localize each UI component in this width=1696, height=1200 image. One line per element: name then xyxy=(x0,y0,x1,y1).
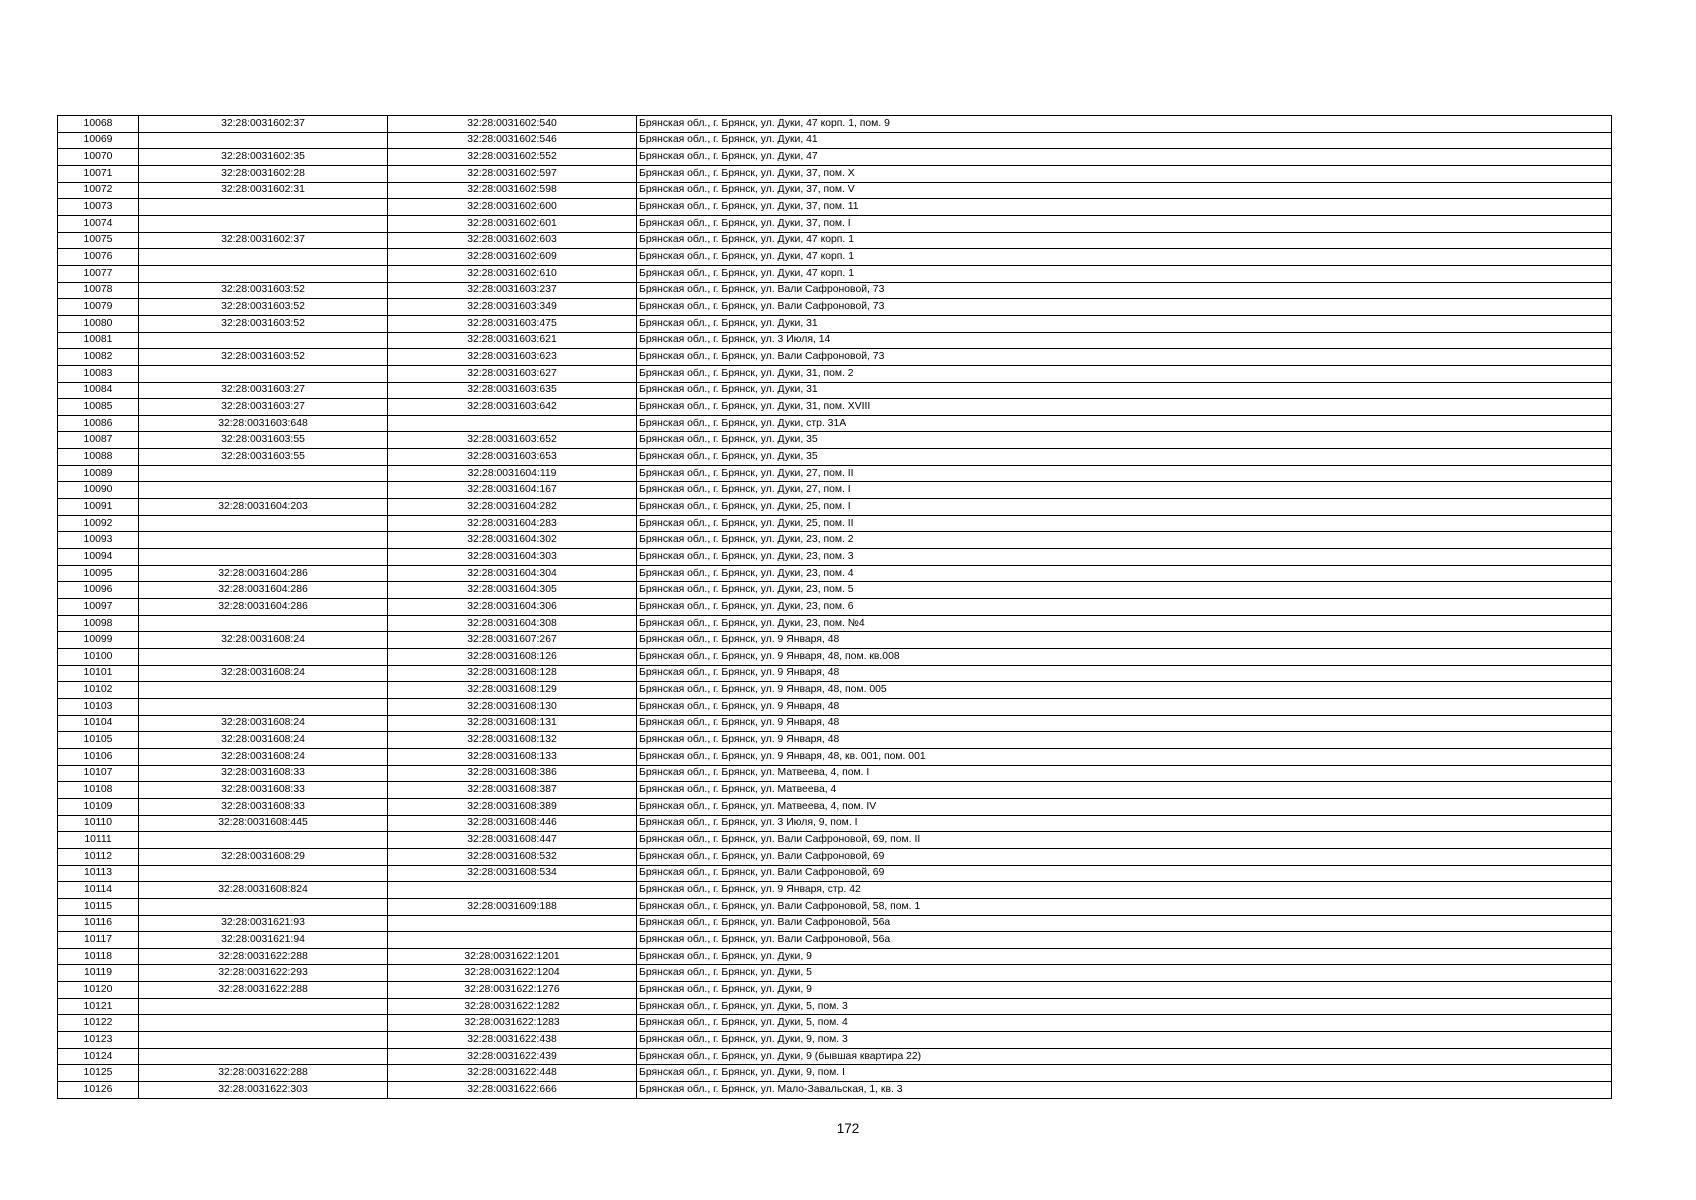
row-number-cell: 10117 xyxy=(58,932,139,949)
object-cadastral-number-cell: 32:28:0031608:129 xyxy=(388,682,637,699)
row-number-cell: 10086 xyxy=(58,415,139,432)
land-cadastral-number-cell: 32:28:0031602:37 xyxy=(139,232,388,249)
object-cadastral-number-cell: 32:28:0031603:349 xyxy=(388,299,637,316)
table-row xyxy=(58,482,1612,499)
address-cell: Брянская обл., г. Брянск, ул. 9 Января, 48 xyxy=(637,632,1612,649)
land-cadastral-number-cell: 32:28:0031603:648 xyxy=(139,415,388,432)
object-cadastral-number-cell: 32:28:0031622:448 xyxy=(388,1065,637,1082)
address-cell: Брянская обл., г. Брянск, ул. Дуки, 9, пом. 3 xyxy=(637,1032,1612,1049)
address-cell: Брянская обл., г. Брянск, ул. Дуки, 23, пом. 5 xyxy=(637,582,1612,599)
table-row xyxy=(58,415,1612,432)
land-cadastral-number-cell xyxy=(139,332,388,349)
object-cadastral-number-cell: 32:28:0031603:621 xyxy=(388,332,637,349)
row-number-cell: 10115 xyxy=(58,898,139,915)
address-cell: Брянская обл., г. Брянск, ул. Дуки, 27, пом. I xyxy=(637,482,1612,499)
table-row xyxy=(58,549,1612,566)
table-row xyxy=(58,782,1612,799)
address-cell: Брянская обл., г. Брянск, ул. Матвеева, 4, пом. IV xyxy=(637,798,1612,815)
object-cadastral-number-cell: 32:28:0031604:282 xyxy=(388,499,637,516)
land-cadastral-number-cell xyxy=(139,682,388,699)
object-cadastral-number-cell: 32:28:0031603:652 xyxy=(388,432,637,449)
table-row xyxy=(58,915,1612,932)
land-cadastral-number-cell: 32:28:0031603:55 xyxy=(139,449,388,466)
table-row xyxy=(58,232,1612,249)
address-cell: Брянская обл., г. Брянск, ул. Дуки, 25, пом. II xyxy=(637,515,1612,532)
address-cell: Брянская обл., г. Брянск, ул. Мало-Завальская, 1, кв. 3 xyxy=(637,1082,1612,1099)
table-row xyxy=(58,382,1612,399)
row-number-cell: 10098 xyxy=(58,615,139,632)
object-cadastral-number-cell: 32:28:0031608:133 xyxy=(388,748,637,765)
row-number-cell: 10072 xyxy=(58,182,139,199)
table-row xyxy=(58,199,1612,216)
table-row xyxy=(58,1032,1612,1049)
land-cadastral-number-cell: 32:28:0031603:27 xyxy=(139,382,388,399)
row-number-cell: 10090 xyxy=(58,482,139,499)
address-cell: Брянская обл., г. Брянск, ул. Вали Сафроновой, 69 xyxy=(637,848,1612,865)
row-number-cell: 10071 xyxy=(58,165,139,182)
row-number-cell: 10075 xyxy=(58,232,139,249)
address-cell: Брянская обл., г. Брянск, ул. Дуки, 47 корп. 1 xyxy=(637,232,1612,249)
address-cell: Брянская обл., г. Брянск, ул. 9 Января, 48, пом. кв.008 xyxy=(637,649,1612,666)
object-cadastral-number-cell: 32:28:0031602:540 xyxy=(388,116,637,133)
object-cadastral-number-cell: 32:28:0031608:128 xyxy=(388,665,637,682)
table-row xyxy=(58,615,1612,632)
row-number-cell: 10088 xyxy=(58,449,139,466)
row-number-cell: 10079 xyxy=(58,299,139,316)
object-cadastral-number-cell: 32:28:0031608:447 xyxy=(388,832,637,849)
table-row xyxy=(58,365,1612,382)
page-number: 172 xyxy=(836,1121,860,1136)
address-cell: Брянская обл., г. Брянск, ул. 3 Июля, 9, пом. I xyxy=(637,815,1612,832)
object-cadastral-number-cell: 32:28:0031609:188 xyxy=(388,898,637,915)
table-row xyxy=(58,982,1612,999)
land-cadastral-number-cell: 32:28:0031608:24 xyxy=(139,665,388,682)
table-row xyxy=(58,299,1612,316)
object-cadastral-number-cell: 32:28:0031602:552 xyxy=(388,149,637,166)
row-number-cell: 10073 xyxy=(58,199,139,216)
row-number-cell: 10097 xyxy=(58,599,139,616)
object-cadastral-number-cell: 32:28:0031602:610 xyxy=(388,265,637,282)
address-cell: Брянская обл., г. Брянск, ул. Дуки, 35 xyxy=(637,449,1612,466)
land-cadastral-number-cell xyxy=(139,832,388,849)
property-table xyxy=(57,115,1612,1099)
land-cadastral-number-cell: 32:28:0031603:52 xyxy=(139,299,388,316)
row-number-cell: 10118 xyxy=(58,948,139,965)
object-cadastral-number-cell: 32:28:0031602:597 xyxy=(388,165,637,182)
land-cadastral-number-cell xyxy=(139,549,388,566)
object-cadastral-number-cell: 32:28:0031622:1283 xyxy=(388,1015,637,1032)
address-cell: Брянская обл., г. Брянск, ул. Дуки, 9 xyxy=(637,948,1612,965)
row-number-cell: 10101 xyxy=(58,665,139,682)
table-row xyxy=(58,599,1612,616)
property-table-body xyxy=(58,116,1612,1099)
land-cadastral-number-cell: 32:28:0031602:28 xyxy=(139,165,388,182)
table-row xyxy=(58,1065,1612,1082)
address-cell: Брянская обл., г. Брянск, ул. Дуки, 31, пом. 2 xyxy=(637,365,1612,382)
object-cadastral-number-cell: 32:28:0031604:302 xyxy=(388,532,637,549)
row-number-cell: 10095 xyxy=(58,565,139,582)
address-cell: Брянская обл., г. Брянск, ул. Дуки, 37, пом. 11 xyxy=(637,199,1612,216)
land-cadastral-number-cell: 32:28:0031622:288 xyxy=(139,982,388,999)
object-cadastral-number-cell: 32:28:0031602:603 xyxy=(388,232,637,249)
table-row xyxy=(58,532,1612,549)
row-number-cell: 10096 xyxy=(58,582,139,599)
row-number-cell: 10099 xyxy=(58,632,139,649)
land-cadastral-number-cell: 32:28:0031603:52 xyxy=(139,282,388,299)
table-row xyxy=(58,882,1612,899)
table-row xyxy=(58,116,1612,133)
row-number-cell: 10105 xyxy=(58,732,139,749)
row-number-cell: 10106 xyxy=(58,748,139,765)
table-row xyxy=(58,765,1612,782)
land-cadastral-number-cell xyxy=(139,1048,388,1065)
table-row xyxy=(58,465,1612,482)
address-cell: Брянская обл., г. Брянск, ул. Дуки, 23, пом. №4 xyxy=(637,615,1612,632)
address-cell: Брянская обл., г. Брянск, ул. Дуки, 9, пом. I xyxy=(637,1065,1612,1082)
address-cell: Брянская обл., г. Брянск, ул. Дуки, 5 xyxy=(637,965,1612,982)
object-cadastral-number-cell: 32:28:0031604:305 xyxy=(388,582,637,599)
address-cell: Брянская обл., г. Брянск, ул. Вали Сафроновой, 73 xyxy=(637,349,1612,366)
object-cadastral-number-cell: 32:28:0031608:446 xyxy=(388,815,637,832)
land-cadastral-number-cell xyxy=(139,615,388,632)
land-cadastral-number-cell: 32:28:0031604:203 xyxy=(139,499,388,516)
object-cadastral-number-cell: 32:28:0031604:304 xyxy=(388,565,637,582)
row-number-cell: 10111 xyxy=(58,832,139,849)
object-cadastral-number-cell: 32:28:0031608:126 xyxy=(388,649,637,666)
address-cell: Брянская обл., г. Брянск, ул. Вали Сафроновой, 69 xyxy=(637,865,1612,882)
object-cadastral-number-cell: 32:28:0031602:601 xyxy=(388,215,637,232)
land-cadastral-number-cell: 32:28:0031604:286 xyxy=(139,599,388,616)
table-row xyxy=(58,715,1612,732)
land-cadastral-number-cell: 32:28:0031608:24 xyxy=(139,732,388,749)
address-cell: Брянская обл., г. Брянск, ул. Дуки, 23, пом. 2 xyxy=(637,532,1612,549)
address-cell: Брянская обл., г. Брянск, ул. Дуки, 27, пом. II xyxy=(637,465,1612,482)
address-cell: Брянская обл., г. Брянск, ул. Дуки, 31, пом. XVIII xyxy=(637,399,1612,416)
land-cadastral-number-cell: 32:28:0031608:29 xyxy=(139,848,388,865)
land-cadastral-number-cell: 32:28:0031604:286 xyxy=(139,582,388,599)
object-cadastral-number-cell: 32:28:0031607:267 xyxy=(388,632,637,649)
row-number-cell: 10083 xyxy=(58,365,139,382)
row-number-cell: 10100 xyxy=(58,649,139,666)
land-cadastral-number-cell: 32:28:0031603:52 xyxy=(139,315,388,332)
table-row xyxy=(58,632,1612,649)
table-row xyxy=(58,848,1612,865)
table-row xyxy=(58,815,1612,832)
row-number-cell: 10109 xyxy=(58,798,139,815)
land-cadastral-number-cell xyxy=(139,532,388,549)
address-cell: Брянская обл., г. Брянск, ул. Дуки, 5, пом. 4 xyxy=(637,1015,1612,1032)
row-number-cell: 10074 xyxy=(58,215,139,232)
land-cadastral-number-cell: 32:28:0031608:824 xyxy=(139,882,388,899)
table-row xyxy=(58,132,1612,149)
land-cadastral-number-cell: 32:28:0031622:293 xyxy=(139,965,388,982)
land-cadastral-number-cell: 32:28:0031608:33 xyxy=(139,765,388,782)
object-cadastral-number-cell: 32:28:0031622:439 xyxy=(388,1048,637,1065)
object-cadastral-number-cell: 32:28:0031622:1276 xyxy=(388,982,637,999)
table-row xyxy=(58,932,1612,949)
address-cell: Брянская обл., г. Брянск, ул. Вали Сафроновой, 56а xyxy=(637,915,1612,932)
address-cell: Брянская обл., г. Брянск, ул. 9 Января, 48, кв. 001, пом. 001 xyxy=(637,748,1612,765)
land-cadastral-number-cell: 32:28:0031603:52 xyxy=(139,349,388,366)
object-cadastral-number-cell: 32:28:0031602:546 xyxy=(388,132,637,149)
object-cadastral-number-cell xyxy=(388,915,637,932)
land-cadastral-number-cell xyxy=(139,215,388,232)
address-cell: Брянская обл., г. Брянск, ул. Дуки, 37, пом. V xyxy=(637,182,1612,199)
land-cadastral-number-cell xyxy=(139,465,388,482)
row-number-cell: 10110 xyxy=(58,815,139,832)
table-row xyxy=(58,649,1612,666)
object-cadastral-number-cell: 32:28:0031604:119 xyxy=(388,465,637,482)
table-row xyxy=(58,665,1612,682)
address-cell: Брянская обл., г. Брянск, ул. Дуки, 23, пом. 6 xyxy=(637,599,1612,616)
table-row xyxy=(58,732,1612,749)
land-cadastral-number-cell xyxy=(139,998,388,1015)
address-cell: Брянская обл., г. Брянск, ул. Дуки, 47 xyxy=(637,149,1612,166)
table-row xyxy=(58,515,1612,532)
object-cadastral-number-cell: 32:28:0031604:283 xyxy=(388,515,637,532)
object-cadastral-number-cell: 32:28:0031622:1282 xyxy=(388,998,637,1015)
address-cell: Брянская обл., г. Брянск, ул. Дуки, 47 корп. 1 xyxy=(637,249,1612,266)
table-row xyxy=(58,249,1612,266)
land-cadastral-number-cell xyxy=(139,199,388,216)
row-number-cell: 10093 xyxy=(58,532,139,549)
table-row xyxy=(58,449,1612,466)
address-cell: Брянская обл., г. Брянск, ул. Дуки, 31 xyxy=(637,315,1612,332)
row-number-cell: 10089 xyxy=(58,465,139,482)
land-cadastral-number-cell xyxy=(139,1015,388,1032)
address-cell: Брянская обл., г. Брянск, ул. 9 Января, стр. 42 xyxy=(637,882,1612,899)
table-row xyxy=(58,265,1612,282)
address-cell: Брянская обл., г. Брянск, ул. Дуки, 23, пом. 4 xyxy=(637,565,1612,582)
table-row xyxy=(58,1015,1612,1032)
address-cell: Брянская обл., г. Брянск, ул. Дуки, 9 (бывшая квартира 22) xyxy=(637,1048,1612,1065)
row-number-cell: 10119 xyxy=(58,965,139,982)
address-cell: Брянская обл., г. Брянск, ул. Вали Сафроновой, 58, пом. 1 xyxy=(637,898,1612,915)
object-cadastral-number-cell: 32:28:0031604:308 xyxy=(388,615,637,632)
object-cadastral-number-cell: 32:28:0031604:303 xyxy=(388,549,637,566)
land-cadastral-number-cell: 32:28:0031622:303 xyxy=(139,1082,388,1099)
object-cadastral-number-cell: 32:28:0031608:534 xyxy=(388,865,637,882)
object-cadastral-number-cell: 32:28:0031608:389 xyxy=(388,798,637,815)
land-cadastral-number-cell: 32:28:0031622:288 xyxy=(139,948,388,965)
address-cell: Брянская обл., г. Брянск, ул. Матвеева, 4 xyxy=(637,782,1612,799)
land-cadastral-number-cell xyxy=(139,265,388,282)
address-cell: Брянская обл., г. Брянск, ул. Дуки, стр. 31А xyxy=(637,415,1612,432)
object-cadastral-number-cell: 32:28:0031602:609 xyxy=(388,249,637,266)
row-number-cell: 10082 xyxy=(58,349,139,366)
object-cadastral-number-cell: 32:28:0031608:131 xyxy=(388,715,637,732)
table-row xyxy=(58,499,1612,516)
land-cadastral-number-cell: 32:28:0031608:445 xyxy=(139,815,388,832)
table-row xyxy=(58,748,1612,765)
table-row xyxy=(58,282,1612,299)
land-cadastral-number-cell xyxy=(139,898,388,915)
table-row xyxy=(58,898,1612,915)
object-cadastral-number-cell: 32:28:0031622:1204 xyxy=(388,965,637,982)
row-number-cell: 10113 xyxy=(58,865,139,882)
address-cell: Брянская обл., г. Брянск, ул. 9 Января, 48, пом. 005 xyxy=(637,682,1612,699)
row-number-cell: 10081 xyxy=(58,332,139,349)
row-number-cell: 10122 xyxy=(58,1015,139,1032)
object-cadastral-number-cell: 32:28:0031603:642 xyxy=(388,399,637,416)
object-cadastral-number-cell: 32:28:0031608:130 xyxy=(388,698,637,715)
object-cadastral-number-cell: 32:28:0031604:306 xyxy=(388,599,637,616)
object-cadastral-number-cell: 32:28:0031602:600 xyxy=(388,199,637,216)
address-cell: Брянская обл., г. Брянск, ул. Дуки, 41 xyxy=(637,132,1612,149)
address-cell: Брянская обл., г. Брянск, ул. Дуки, 25, пом. I xyxy=(637,499,1612,516)
land-cadastral-number-cell xyxy=(139,698,388,715)
object-cadastral-number-cell: 32:28:0031608:386 xyxy=(388,765,637,782)
object-cadastral-number-cell: 32:28:0031608:532 xyxy=(388,848,637,865)
row-number-cell: 10091 xyxy=(58,499,139,516)
row-number-cell: 10108 xyxy=(58,782,139,799)
table-row xyxy=(58,1048,1612,1065)
table-row xyxy=(58,998,1612,1015)
object-cadastral-number-cell: 32:28:0031603:237 xyxy=(388,282,637,299)
object-cadastral-number-cell: 32:28:0031603:653 xyxy=(388,449,637,466)
object-cadastral-number-cell: 32:28:0031603:635 xyxy=(388,382,637,399)
address-cell: Брянская обл., г. Брянск, ул. 3 Июля, 14 xyxy=(637,332,1612,349)
row-number-cell: 10094 xyxy=(58,549,139,566)
row-number-cell: 10120 xyxy=(58,982,139,999)
object-cadastral-number-cell: 32:28:0031602:598 xyxy=(388,182,637,199)
land-cadastral-number-cell: 32:28:0031608:33 xyxy=(139,782,388,799)
object-cadastral-number-cell xyxy=(388,882,637,899)
row-number-cell: 10121 xyxy=(58,998,139,1015)
object-cadastral-number-cell: 32:28:0031608:387 xyxy=(388,782,637,799)
object-cadastral-number-cell xyxy=(388,415,637,432)
land-cadastral-number-cell: 32:28:0031602:35 xyxy=(139,149,388,166)
row-number-cell: 10102 xyxy=(58,682,139,699)
row-number-cell: 10078 xyxy=(58,282,139,299)
table-row xyxy=(58,315,1612,332)
row-number-cell: 10092 xyxy=(58,515,139,532)
row-number-cell: 10125 xyxy=(58,1065,139,1082)
object-cadastral-number-cell: 32:28:0031603:623 xyxy=(388,349,637,366)
table-row xyxy=(58,582,1612,599)
row-number-cell: 10112 xyxy=(58,848,139,865)
address-cell: Брянская обл., г. Брянск, ул. Дуки, 23, пом. 3 xyxy=(637,549,1612,566)
table-row xyxy=(58,349,1612,366)
table-row xyxy=(58,399,1612,416)
land-cadastral-number-cell: 32:28:0031603:27 xyxy=(139,399,388,416)
table-row xyxy=(58,215,1612,232)
table-row xyxy=(58,965,1612,982)
object-cadastral-number-cell: 32:28:0031604:167 xyxy=(388,482,637,499)
land-cadastral-number-cell: 32:28:0031621:93 xyxy=(139,915,388,932)
land-cadastral-number-cell: 32:28:0031621:94 xyxy=(139,932,388,949)
address-cell: Брянская обл., г. Брянск, ул. Дуки, 35 xyxy=(637,432,1612,449)
address-cell: Брянская обл., г. Брянск, ул. Дуки, 37, пом. I xyxy=(637,215,1612,232)
row-number-cell: 10080 xyxy=(58,315,139,332)
address-cell: Брянская обл., г. Брянск, ул. Дуки, 37, пом. X xyxy=(637,165,1612,182)
address-cell: Брянская обл., г. Брянск, ул. Матвеева, 4, пом. I xyxy=(637,765,1612,782)
address-cell: Брянская обл., г. Брянск, ул. Дуки, 47 корп. 1 xyxy=(637,265,1612,282)
table-row xyxy=(58,332,1612,349)
address-cell: Брянская обл., г. Брянск, ул. Дуки, 31 xyxy=(637,382,1612,399)
land-cadastral-number-cell: 32:28:0031608:24 xyxy=(139,632,388,649)
land-cadastral-number-cell xyxy=(139,132,388,149)
address-cell: Брянская обл., г. Брянск, ул. Вали Сафроновой, 73 xyxy=(637,282,1612,299)
address-cell: Брянская обл., г. Брянск, ул. 9 Января, 48 xyxy=(637,715,1612,732)
address-cell: Брянская обл., г. Брянск, ул. Вали Сафроновой, 69, пом. II xyxy=(637,832,1612,849)
row-number-cell: 10085 xyxy=(58,399,139,416)
table-row xyxy=(58,798,1612,815)
row-number-cell: 10103 xyxy=(58,698,139,715)
row-number-cell: 10116 xyxy=(58,915,139,932)
land-cadastral-number-cell xyxy=(139,515,388,532)
land-cadastral-number-cell xyxy=(139,482,388,499)
land-cadastral-number-cell: 32:28:0031603:55 xyxy=(139,432,388,449)
object-cadastral-number-cell: 32:28:0031608:132 xyxy=(388,732,637,749)
land-cadastral-number-cell: 32:28:0031604:286 xyxy=(139,565,388,582)
table-row xyxy=(58,698,1612,715)
row-number-cell: 10070 xyxy=(58,149,139,166)
address-cell: Брянская обл., г. Брянск, ул. Вали Сафроновой, 56а xyxy=(637,932,1612,949)
land-cadastral-number-cell xyxy=(139,365,388,382)
land-cadastral-number-cell xyxy=(139,249,388,266)
object-cadastral-number-cell: 32:28:0031622:666 xyxy=(388,1082,637,1099)
row-number-cell: 10087 xyxy=(58,432,139,449)
object-cadastral-number-cell xyxy=(388,932,637,949)
land-cadastral-number-cell: 32:28:0031602:37 xyxy=(139,116,388,133)
table-row xyxy=(58,432,1612,449)
land-cadastral-number-cell: 32:28:0031602:31 xyxy=(139,182,388,199)
row-number-cell: 10126 xyxy=(58,1082,139,1099)
object-cadastral-number-cell: 32:28:0031603:627 xyxy=(388,365,637,382)
row-number-cell: 10084 xyxy=(58,382,139,399)
address-cell: Брянская обл., г. Брянск, ул. Вали Сафроновой, 73 xyxy=(637,299,1612,316)
row-number-cell: 10114 xyxy=(58,882,139,899)
table-row xyxy=(58,149,1612,166)
land-cadastral-number-cell: 32:28:0031608:24 xyxy=(139,715,388,732)
object-cadastral-number-cell: 32:28:0031603:475 xyxy=(388,315,637,332)
land-cadastral-number-cell xyxy=(139,649,388,666)
address-cell: Брянская обл., г. Брянск, ул. Дуки, 5, пом. 3 xyxy=(637,998,1612,1015)
address-cell: Брянская обл., г. Брянск, ул. Дуки, 47 корп. 1, пом. 9 xyxy=(637,116,1612,133)
table-row xyxy=(58,865,1612,882)
address-cell: Брянская обл., г. Брянск, ул. 9 Января, 48 xyxy=(637,698,1612,715)
row-number-cell: 10069 xyxy=(58,132,139,149)
row-number-cell: 10104 xyxy=(58,715,139,732)
land-cadastral-number-cell: 32:28:0031622:288 xyxy=(139,1065,388,1082)
object-cadastral-number-cell: 32:28:0031622:1201 xyxy=(388,948,637,965)
row-number-cell: 10107 xyxy=(58,765,139,782)
row-number-cell: 10123 xyxy=(58,1032,139,1049)
table-row xyxy=(58,948,1612,965)
land-cadastral-number-cell: 32:28:0031608:33 xyxy=(139,798,388,815)
table-row xyxy=(58,182,1612,199)
land-cadastral-number-cell: 32:28:0031608:24 xyxy=(139,748,388,765)
row-number-cell: 10076 xyxy=(58,249,139,266)
table-row xyxy=(58,565,1612,582)
row-number-cell: 10077 xyxy=(58,265,139,282)
land-cadastral-number-cell xyxy=(139,1032,388,1049)
address-cell: Брянская обл., г. Брянск, ул. Дуки, 9 xyxy=(637,982,1612,999)
row-number-cell: 10124 xyxy=(58,1048,139,1065)
land-cadastral-number-cell xyxy=(139,865,388,882)
table-row xyxy=(58,1082,1612,1099)
row-number-cell: 10068 xyxy=(58,116,139,133)
address-cell: Брянская обл., г. Брянск, ул. 9 Января, 48 xyxy=(637,665,1612,682)
table-row xyxy=(58,682,1612,699)
object-cadastral-number-cell: 32:28:0031622:438 xyxy=(388,1032,637,1049)
table-row xyxy=(58,165,1612,182)
table-row xyxy=(58,832,1612,849)
address-cell: Брянская обл., г. Брянск, ул. 9 Января, 48 xyxy=(637,732,1612,749)
